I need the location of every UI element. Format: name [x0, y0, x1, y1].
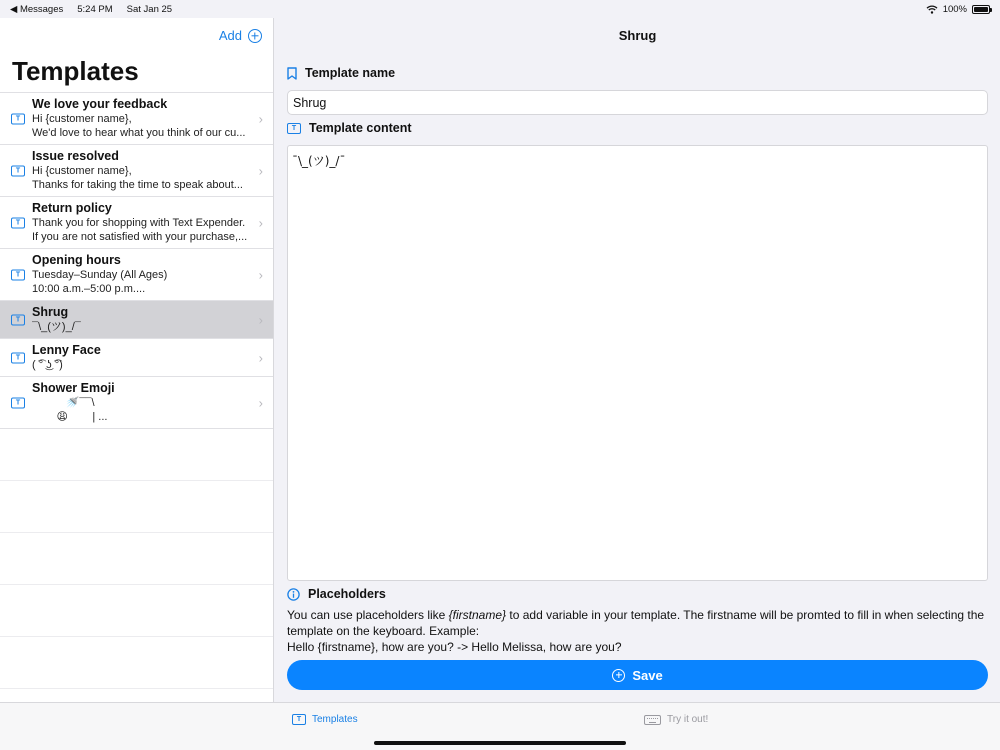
chevron-right-icon: › [258, 163, 263, 178]
item-title: Return policy [32, 201, 112, 215]
template-item-we-love-your-feedback[interactable] [0, 93, 273, 145]
battery-icon [972, 5, 990, 14]
status-bar [0, 0, 1000, 18]
battery-percent: 100% [942, 3, 967, 15]
text-template-icon: T [11, 269, 25, 280]
item-title: Issue resolved [32, 149, 119, 163]
template-content-label-text: Template content [309, 121, 412, 135]
help-text-token: {firstname} [448, 608, 507, 622]
template-detail-pane [275, 18, 1000, 702]
empty-row [0, 481, 273, 533]
empty-row [0, 429, 273, 481]
help-text-part: You can use placeholders like [287, 608, 449, 622]
item-preview-line: 🚿¯¯\ [32, 397, 95, 409]
template-content-textarea[interactable] [287, 145, 988, 581]
sidebar [0, 18, 274, 702]
back-to-app-link[interactable]: ◀ Messages [10, 3, 64, 15]
chevron-right-icon: › [258, 111, 263, 126]
tab-label: Try it out! [667, 714, 709, 725]
item-preview-line: Thanks for taking the time to speak about... [32, 179, 243, 191]
text-template-icon: T [292, 714, 306, 725]
template-name-input[interactable] [287, 90, 988, 115]
chevron-right-icon: › [258, 215, 263, 230]
chevron-right-icon: › [258, 350, 263, 365]
chevron-right-icon: › [258, 395, 263, 410]
plus-circle-icon [612, 669, 625, 682]
item-preview-line: We'd love to hear what you think of our cu... [32, 127, 246, 139]
item-title: Shower Emoji [32, 381, 115, 395]
info-icon [287, 588, 300, 601]
tab-label: Templates [312, 714, 358, 725]
help-text-part: to add variable in your template. The firstname will be promted to fill in when selecting the template on the keyboard. Example: [287, 608, 985, 638]
chevron-right-icon: › [258, 267, 263, 282]
template-name-label-text: Template name [305, 66, 396, 80]
status-date: Sat Jan 25 [126, 3, 173, 15]
tab-templates[interactable] [292, 714, 358, 725]
empty-row [0, 533, 273, 585]
home-indicator[interactable] [374, 741, 626, 745]
item-title: We love your feedback [32, 97, 168, 111]
text-template-icon: T [11, 352, 25, 363]
placeholders-label [287, 587, 386, 601]
template-content-label [287, 121, 412, 135]
plus-circle-icon [248, 29, 262, 43]
save-button[interactable] [287, 660, 988, 690]
wifi-icon [926, 5, 938, 14]
item-preview-line: Hi {customer name}, [32, 165, 132, 177]
text-template-icon: T [11, 113, 25, 124]
item-preview-line: Thank you for shopping with Text Expender. [32, 217, 246, 229]
template-item-lenny-face[interactable] [0, 339, 273, 377]
template-list [0, 92, 273, 689]
item-preview-line: 10:00 a.m.–5:00 p.m.... [32, 283, 146, 295]
text-template-icon: T [11, 397, 25, 408]
item-title: Shrug [32, 305, 69, 319]
sidebar-title: Templates [12, 56, 139, 86]
bookmark-icon [287, 67, 297, 80]
keyboard-icon [644, 715, 661, 725]
help-text-example: Hello {firstname}, how are you? -> Hello Melissa, how are you? [287, 640, 622, 654]
text-template-icon: T [11, 217, 25, 228]
empty-row [0, 637, 273, 689]
text-template-icon: T [287, 123, 301, 134]
add-label: Add [218, 28, 242, 43]
item-title: Opening hours [32, 253, 121, 267]
template-item-return-policy[interactable] [0, 197, 273, 249]
empty-row [0, 585, 273, 637]
template-item-shower-emoji[interactable] [0, 377, 273, 429]
template-item-opening-hours[interactable] [0, 249, 273, 301]
item-title: Lenny Face [32, 343, 101, 357]
save-label: Save [632, 667, 663, 683]
placeholders-label-text: Placeholders [308, 587, 386, 601]
placeholders-help-text [287, 607, 987, 655]
text-template-icon: T [11, 165, 25, 176]
item-preview-line: Hi {customer name}, [32, 113, 132, 125]
chevron-right-icon: › [258, 312, 263, 327]
template-item-issue-resolved[interactable] [0, 145, 273, 197]
item-preview-line: 😩 | ... [32, 411, 108, 423]
nav-title: Shrug [618, 28, 657, 43]
template-item-shrug[interactable] [0, 301, 273, 339]
tab-try-it-out[interactable] [644, 714, 708, 725]
item-preview-line: ¯\_(ツ)_/¯ [32, 321, 81, 333]
item-preview-line: ( ͡° ͜ʖ ͡°) [32, 359, 63, 371]
add-template-button[interactable] [219, 28, 262, 43]
text-template-icon: T [11, 314, 25, 325]
status-time: 5:24 PM [77, 3, 113, 15]
template-name-label [287, 66, 395, 80]
item-preview-line: Tuesday–Sunday (All Ages) [32, 269, 168, 281]
item-preview-line: If you are not satisfied with your purchase,... [32, 231, 248, 243]
